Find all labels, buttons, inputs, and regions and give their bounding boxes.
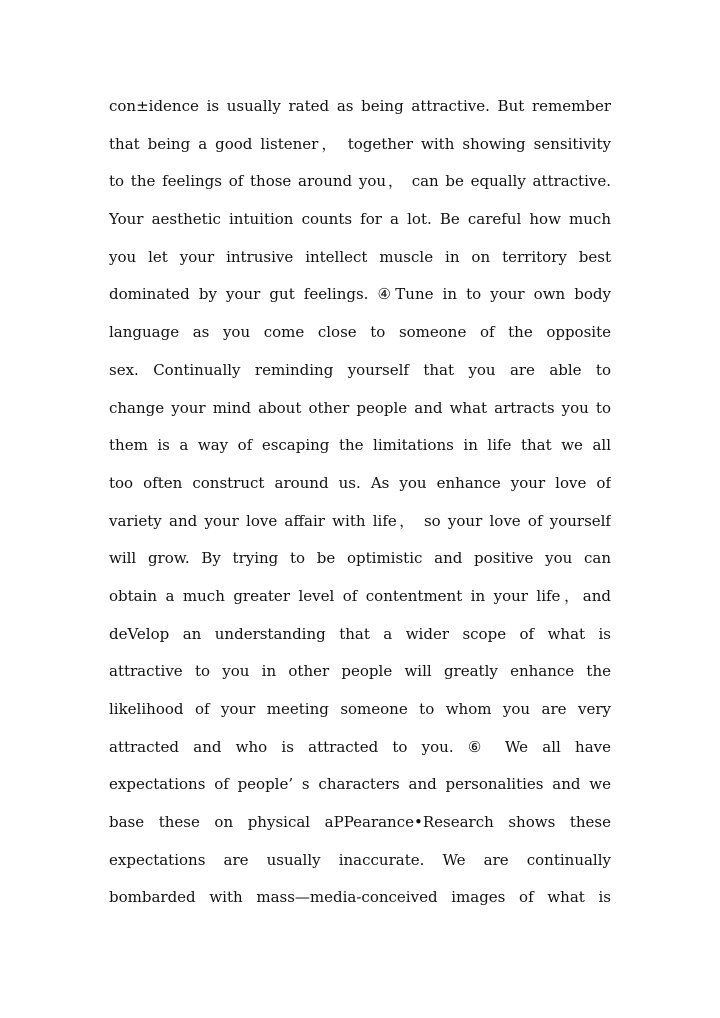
text-line-15: deVelop an understanding that a wider scope of what is bbox=[109, 624, 611, 643]
text-line-3: to the feelings of those around you， can be equally attractive. bbox=[109, 172, 611, 191]
text-line-9: change your mind about other people and what artracts you to bbox=[109, 398, 611, 417]
text-line-8: sex. Continually reminding yourself that you are able to bbox=[109, 360, 611, 379]
text-line-18: attracted and who is attracted to you. ⑥ We all have bbox=[109, 737, 611, 756]
text-line-13: will grow. By trying to be optimistic and positive you can bbox=[109, 549, 611, 568]
text-line-7: language as you come close to someone of the opposite bbox=[109, 323, 611, 342]
text-line-16: attractive to you in other people will greatly enhance the bbox=[109, 662, 611, 681]
text-line-10: them is a way of escaping the limitations in life that we all bbox=[109, 436, 611, 455]
text-line-11: too often construct around us. As you enhance your love of bbox=[109, 473, 611, 492]
text-line-14: obtain a much greater level of contentment in your life，and bbox=[109, 586, 611, 605]
text-line-6: dominated by your gut feelings. ④Tune in to your own body bbox=[109, 285, 611, 304]
text-line-19: expectations of people’ s characters and personalities and we bbox=[109, 775, 611, 794]
text-line-2: that being a good listener， together with showing sensitivity bbox=[109, 134, 611, 153]
text-line-17: likelihood of your meeting someone to whom you are very bbox=[109, 700, 611, 718]
body-text bbox=[109, 88, 611, 917]
text-line-20: base these on physical aPPearance•Research shows these bbox=[109, 813, 611, 832]
text-line-1: con±idence is usually rated as being attractive. But remember bbox=[109, 97, 611, 115]
text-line-5: you let your intrusive intellect muscle in on territory best bbox=[109, 247, 611, 266]
text-line-12: variety and your love affair with life， so your love of yourself bbox=[109, 511, 611, 530]
text-line-21: expectations are usually inaccurate. We are continually bbox=[109, 850, 611, 869]
text-line-4: Your aesthetic intuition counts for a lot. Be careful how much bbox=[109, 210, 611, 229]
text-line-22: bombarded with mass—media-conceived images of what is bbox=[109, 888, 611, 907]
